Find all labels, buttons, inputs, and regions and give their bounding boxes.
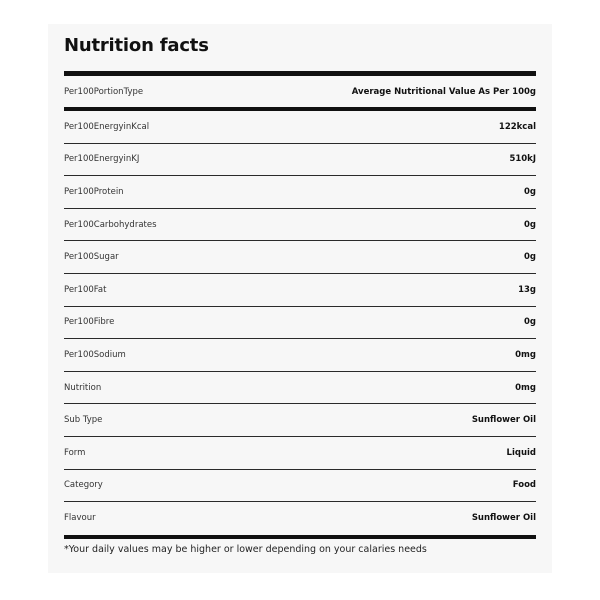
row-label: Category [64,480,103,491]
row-label: Per100Sugar [64,252,119,263]
nutrition-table [64,111,536,535]
table-row [64,176,536,209]
row-value: Liquid [506,447,536,458]
table-row [64,274,536,307]
row-value: 0mg [515,382,536,393]
row-value: 0mg [515,349,536,360]
row-label: Per100Carbohydrates [64,219,157,230]
row-label: Per100EnergyinKJ [64,154,140,165]
row-label: Per100Fibre [64,317,115,328]
row-label: Nutrition [64,382,102,393]
table-row [64,209,536,242]
page-title: Nutrition facts [64,35,209,56]
table-row [64,502,536,535]
row-value: 13g [518,284,536,295]
row-value: 0g [524,219,536,230]
table-row [64,111,536,144]
table-row [64,307,536,340]
row-value: 0g [524,317,536,328]
footnote: *Your daily values may be higher or lower depending on your calaries needs [64,544,427,555]
row-value: Sunflower Oil [471,513,536,524]
table-row [64,339,536,372]
row-label: Flavour [64,513,96,524]
header-row [64,76,536,107]
table-row [64,470,536,503]
header-value: Average Nutritional Value As Per 100g [351,86,536,97]
table-row [64,372,536,405]
row-label: Per100EnergyinKcal [64,121,150,132]
row-value: 510kJ [509,154,536,165]
table-row [64,144,536,177]
header-label: Per100PortionType [64,86,144,97]
row-value: Food [512,480,536,491]
row-label: Per100Fat [64,284,107,295]
row-value: 0g [524,186,536,197]
row-value: 0g [524,252,536,263]
row-label: Per100Protein [64,186,124,197]
table-row [64,241,536,274]
row-label: Per100Sodium [64,349,126,360]
header-table [64,76,536,107]
bottom-divider [64,535,536,539]
row-value: 122kcal [498,121,536,132]
nutrition-card [48,24,552,573]
table-row [64,437,536,470]
row-label: Sub Type [64,415,103,426]
row-label: Form [64,447,86,458]
row-value: Sunflower Oil [471,415,536,426]
table-row [64,404,536,437]
